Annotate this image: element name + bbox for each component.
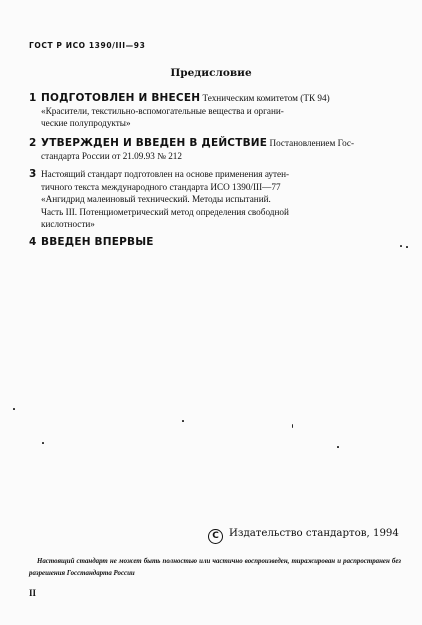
list-item [29, 92, 401, 130]
item-heading: ВВЕДЕН ВПЕРВЫЕ [41, 236, 154, 248]
item-number: 4 [29, 236, 37, 248]
item-text: стандарта России от 21.09.93 № 212 [41, 150, 182, 161]
list-item [29, 137, 401, 162]
item-number: 2 [29, 137, 37, 149]
list-item [29, 168, 401, 231]
item-text: «Красители, текстильно-вспомогательные вещества и органи- [41, 105, 284, 116]
scan-speck [292, 424, 293, 428]
item-text: кислотности» [41, 219, 95, 229]
item-text: Постановлением Гос- [267, 138, 355, 148]
item-text: «Ангидрид малеиновый технический. Методы испытаний. [41, 194, 271, 204]
item-text: Часть III. Потенциометрический метод определения свободной [41, 206, 289, 217]
item-number: 3 [29, 168, 37, 180]
item-text: тичного текста международного стандарта ИСО 1390/III—77 [41, 181, 281, 192]
scan-speck [400, 245, 402, 247]
footer-note: Настоящий стандарт не может быть полностью или частично воспроизведен, тиражирован и распространен без разрешения Госстандарта России [29, 558, 401, 577]
scan-speck [182, 420, 184, 422]
scan-speck [42, 442, 44, 444]
item-text: ческие полупродукты» [41, 118, 131, 128]
item-number: 1 [29, 92, 37, 104]
item-heading: ПОДГОТОВЛЕН И ВНЕСЕН [41, 92, 201, 104]
copyright-text: Издательство стандартов, 1994 [229, 528, 399, 539]
scan-speck [13, 408, 15, 410]
item-text: Техническим комитетом (ТК 94) [200, 93, 330, 103]
copyright-icon: С [208, 529, 223, 544]
item-heading: УТВЕРЖДЕН И ВВЕДЕН В ДЕЙСТВИЕ [41, 137, 268, 149]
list-item [29, 236, 401, 249]
page-number: II [29, 588, 37, 598]
section-title: Предисловие [170, 67, 252, 79]
copyright-line [208, 528, 399, 544]
item-text: Настоящий стандарт подготовлен на основе применения аутен- [41, 169, 290, 179]
scan-speck [337, 446, 339, 448]
standard-code-header: ГОСТ Р ИСО 1390/III—93 [29, 41, 146, 50]
scan-speck [406, 246, 408, 248]
